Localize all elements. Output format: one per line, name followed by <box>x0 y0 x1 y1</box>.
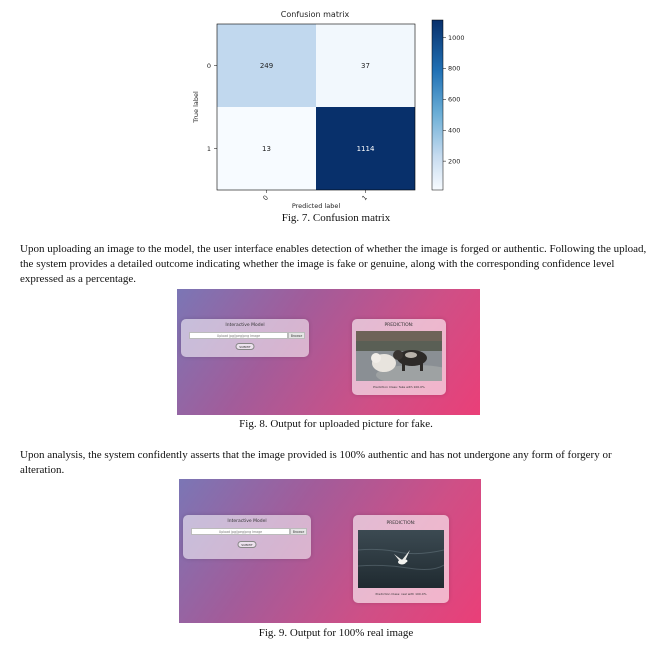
browse-button[interactable]: Browse <box>290 528 307 535</box>
colorbar-tick-label: 400 <box>448 126 461 135</box>
cell-value-label: 249 <box>259 62 274 70</box>
interactive-model-form <box>183 515 311 559</box>
form-title: Interactive Model <box>227 519 267 524</box>
file-input[interactable]: Upload jpg/jpeg/png Image <box>191 528 290 535</box>
fig8-caption: Fig. 8. Output for uploaded picture for fake. <box>239 418 433 430</box>
prediction-title: PREDICTION: <box>384 323 414 328</box>
paragraph-1: Upon uploading an image to the model, the user interface enables detection of whether the image is forged or authentic. Following the upload, the system provides a detailed outcome indicating whether the image is fake or genuine, along with the corresponding confidence level expressed as a percentage. <box>20 243 647 285</box>
bird-photo <box>358 530 444 588</box>
interactive-model-form <box>181 319 309 357</box>
colorbar-tick-label: 600 <box>448 95 461 104</box>
submit-button[interactable]: SUBMIT <box>238 541 257 548</box>
paragraph-2: Upon analysis, the system confidently asserts that the image provided is 100% authentic and has not undergone any form of forgery or alteration. <box>20 449 612 476</box>
form-title: Interactive Model <box>225 323 265 328</box>
cat-dog-photo <box>356 331 442 381</box>
prediction-result: Prediction Class: fake with 100.0% <box>373 385 425 389</box>
y-tick-label: 1 <box>206 144 211 153</box>
x-tick-label: 0 <box>261 193 270 203</box>
x-axis-label: Predicted label <box>291 202 341 210</box>
fig8-screenshot <box>177 289 480 415</box>
fig9-caption: Fig. 9. Output for 100% real image <box>258 627 414 639</box>
cell-value-label: 13 <box>262 145 271 153</box>
cell-value-label: 37 <box>361 62 370 70</box>
colorbar-tick-label: 200 <box>448 157 461 166</box>
cell-value-label: 1114 <box>356 145 375 153</box>
x-tick-label: 1 <box>360 193 369 203</box>
colorbar-tick-label: 800 <box>448 64 461 73</box>
y-axis-label: True label <box>192 91 200 123</box>
prediction-card <box>353 515 449 603</box>
submit-button[interactable]: SUBMIT <box>236 343 255 350</box>
fig7-caption: Fig. 7. Confusion matrix <box>281 212 391 224</box>
colorbar <box>432 20 443 190</box>
prediction-card <box>352 319 446 395</box>
prediction-title: PREDICTION: <box>386 521 416 526</box>
browse-button[interactable]: Browse <box>288 332 305 339</box>
prediction-image <box>358 530 444 588</box>
chart-title: Confusion matrix <box>280 10 350 19</box>
file-input[interactable]: Upload jpg/jpeg/png Image <box>189 332 288 339</box>
fig9-screenshot <box>179 479 481 623</box>
colorbar-tick-label: 1000 <box>448 33 465 42</box>
y-tick-label: 0 <box>206 61 211 70</box>
prediction-result: Prediction Class: real with 100.0% <box>375 592 427 596</box>
confusion-matrix-chart <box>180 4 480 212</box>
prediction-image <box>356 331 442 381</box>
